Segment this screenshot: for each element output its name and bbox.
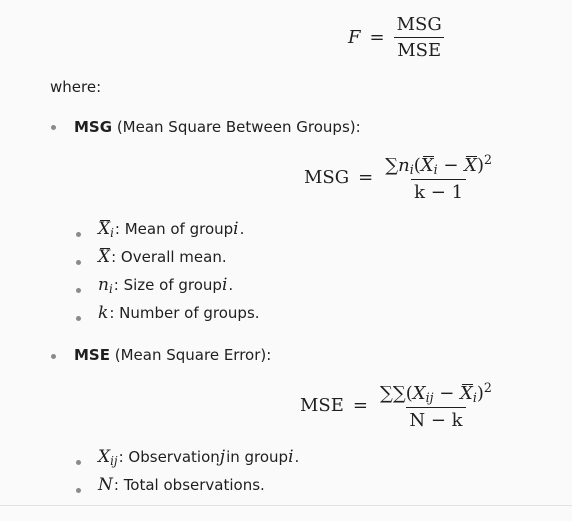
group-count-symbol: k: [98, 303, 109, 323]
f-denominator: MSE: [394, 37, 444, 61]
equals-sign: =: [358, 167, 374, 189]
msg-formula: [304, 152, 495, 203]
mse-heading: [74, 346, 271, 364]
bullet-dot: [51, 125, 56, 130]
mse-numerator: $\sum\sum(X_{ij} - X_i)^2$: [380, 380, 492, 406]
sub-item-text: in group: [226, 448, 289, 466]
msg-term: MSG: [74, 118, 113, 136]
sub-item-text: : Size of group: [113, 276, 222, 294]
overall-mean-symbol: X: [98, 247, 111, 267]
sub-item-total-observations: [98, 475, 265, 495]
index-symbol: i: [233, 219, 239, 239]
sub-item-text: : Number of groups.: [109, 304, 260, 322]
mse-fraction: [377, 380, 495, 431]
intro-text: where:: [50, 78, 102, 96]
bullet-dot: [76, 232, 81, 237]
sub-item-text: : Observation: [118, 448, 220, 466]
msg-formula-lhs: MSG: [304, 167, 350, 189]
msg-fraction: [382, 152, 495, 203]
bullet-dot: [76, 488, 81, 493]
mse-description: (Mean Square Error):: [109, 346, 272, 364]
msg-numerator: $\sum n_i(X_i - X)^2$: [385, 152, 493, 178]
sub-item-text: : Mean of group: [114, 220, 234, 238]
sub-item-text: : Total observations.: [113, 476, 265, 494]
f-statistic-formula: [348, 14, 445, 61]
f-fraction: [394, 14, 445, 61]
index-symbol: i: [221, 275, 228, 295]
mse-denominator: N − k: [406, 407, 465, 431]
group-size-symbol: $n_i$: [98, 275, 113, 296]
index-symbol: j: [219, 447, 226, 467]
sub-item-text: : Overall mean.: [111, 248, 227, 266]
msg-heading: [74, 118, 361, 136]
bullet-dot: [76, 260, 81, 265]
group-mean-symbol: $X_i$: [98, 219, 114, 240]
mse-term: MSE: [74, 346, 110, 364]
msg-denominator: k − 1: [411, 179, 466, 203]
total-observations-symbol: N: [98, 475, 113, 495]
sub-item-observation: [98, 447, 299, 468]
sub-item-group-mean: [98, 219, 244, 240]
mse-formula: [300, 380, 495, 431]
bullet-dot: [76, 460, 81, 465]
sub-item-end: .: [294, 448, 300, 466]
sub-item-group-count: [98, 303, 260, 323]
sub-item-overall-mean: [98, 247, 227, 267]
observation-symbol: $X_{ij}$: [98, 447, 118, 468]
divider: [0, 505, 572, 506]
bullet-dot: [51, 354, 56, 359]
equals-sign: =: [352, 395, 368, 417]
bullet-dot: [76, 316, 81, 321]
f-numerator: MSG: [396, 14, 442, 35]
sub-item-group-size: [98, 275, 233, 296]
sub-item-end: .: [239, 220, 245, 238]
index-symbol: i: [288, 447, 294, 467]
bullet-dot: [76, 288, 81, 293]
msg-description: (Mean Square Between Groups):: [112, 118, 361, 136]
equals-sign: =: [369, 27, 385, 48]
sub-item-end: .: [228, 276, 234, 294]
mse-formula-lhs: MSE: [300, 395, 344, 417]
f-symbol: F: [348, 27, 361, 48]
